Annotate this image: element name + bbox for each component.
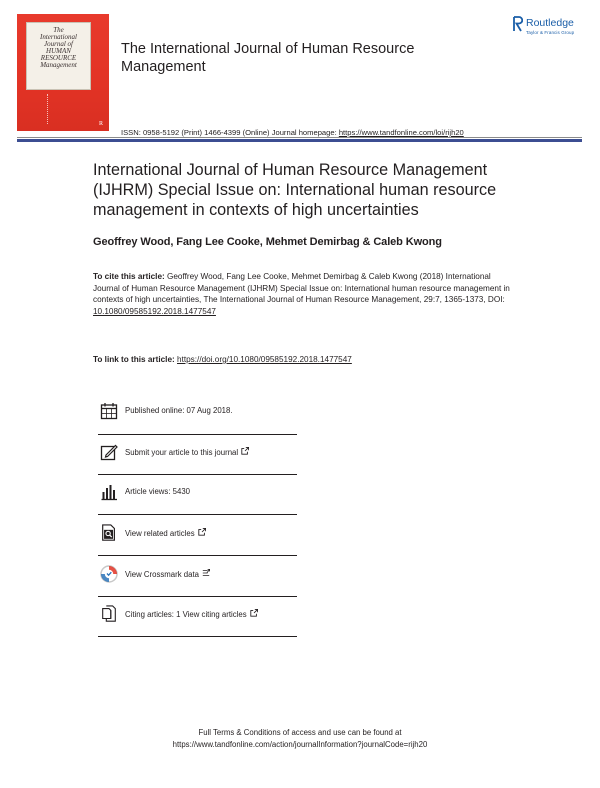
info-divider <box>98 514 297 515</box>
cover-publisher-badge: R <box>98 121 103 127</box>
external-link-icon <box>250 609 258 617</box>
cover-title-panel <box>26 22 91 90</box>
article-authors: Geoffrey Wood, Fang Lee Cooke, Mehmet Demirbag & Caleb Kwong <box>93 236 442 248</box>
article-link-line <box>93 355 352 364</box>
published-online-row <box>98 402 297 422</box>
citing-articles-text[interactable] <box>125 609 258 619</box>
journal-cover-image <box>17 14 109 131</box>
crossmark-row[interactable] <box>98 565 297 585</box>
routledge-r-icon <box>512 16 523 32</box>
article-views-text: Article views: 5430 <box>125 487 191 496</box>
header-divider-blue <box>17 139 582 142</box>
cite-text: Geoffrey Wood, Fang Lee Cooke, Mehmet Demirbag & Caleb Kwong (2018) International Journal of Human Resource Management (IJHRM) Special Issue on: International human resource management in contexts of high uncertainties, The International Journal of Human Resource Management, 29:7, 1365-1373, DOI: <box>93 272 510 305</box>
article-views-row <box>98 483 297 503</box>
cover-title: The International Journal of HUMAN RESOURCE Management <box>40 26 77 69</box>
bar-chart-icon <box>100 483 118 501</box>
header-divider-thin <box>17 137 582 138</box>
external-link-icon <box>241 447 249 455</box>
related-articles-label[interactable]: View related articles <box>125 529 195 538</box>
info-divider <box>98 555 297 556</box>
submit-article-label[interactable]: Submit your article to this journal <box>125 448 239 457</box>
journal-homepage-link[interactable]: https://www.tandfonline.com/loi/rijh20 <box>338 128 464 137</box>
citation-block <box>93 271 518 318</box>
cover-decoration <box>47 94 53 124</box>
journal-title: The International Journal of Human Resource Management <box>121 41 415 75</box>
submit-article-text[interactable] <box>125 447 249 457</box>
cite-doi-link[interactable]: 10.1080/09585192.2018.1477547 <box>93 307 216 317</box>
external-link-icon <box>202 569 210 577</box>
footer <box>0 727 600 751</box>
publisher-tagline: Taylor & Francis Group <box>526 30 575 35</box>
publisher-name: Routledge <box>526 17 574 29</box>
info-divider <box>98 636 297 637</box>
routledge-logo <box>512 16 592 46</box>
footer-terms-link[interactable]: https://www.tandfonline.com/action/journalInformation?journalCode=rijh20 <box>172 740 428 749</box>
document-search-icon <box>100 524 118 542</box>
external-link-icon <box>198 528 206 536</box>
published-online-text: Published online: 07 Aug 2018. <box>125 406 233 415</box>
cite-label: To cite this article: <box>93 272 165 281</box>
issn-text: ISSN: 0958-5192 (Print) 1466-4399 (Online) Journal homepage: <box>121 128 339 137</box>
issn-line <box>121 128 464 137</box>
footer-terms-text: Full Terms & Conditions of access and use can be found at <box>198 728 402 737</box>
article-title: International Journal of Human Resource Management (IJHRM) Special Issue on: International human resource management in contexts of high uncertainties <box>93 161 497 219</box>
submit-article-row[interactable] <box>98 443 297 463</box>
info-divider <box>98 474 297 475</box>
related-articles-row[interactable] <box>98 524 297 544</box>
calendar-icon <box>100 402 118 420</box>
citing-articles-row[interactable] <box>98 605 297 625</box>
link-label: To link to this article: <box>93 355 178 364</box>
article-doi-link[interactable]: https://doi.org/10.1080/09585192.2018.1477547 <box>177 355 352 364</box>
citing-articles-label[interactable]: Citing articles: 1 View citing articles <box>125 610 247 619</box>
copy-documents-icon <box>100 605 118 623</box>
edit-pencil-icon <box>100 443 118 461</box>
crossmark-text[interactable] <box>125 569 210 579</box>
info-divider <box>98 434 297 435</box>
crossmark-label[interactable]: View Crossmark data <box>125 570 199 579</box>
crossmark-icon <box>100 565 118 583</box>
related-articles-text[interactable] <box>125 528 206 538</box>
info-divider <box>98 596 297 597</box>
